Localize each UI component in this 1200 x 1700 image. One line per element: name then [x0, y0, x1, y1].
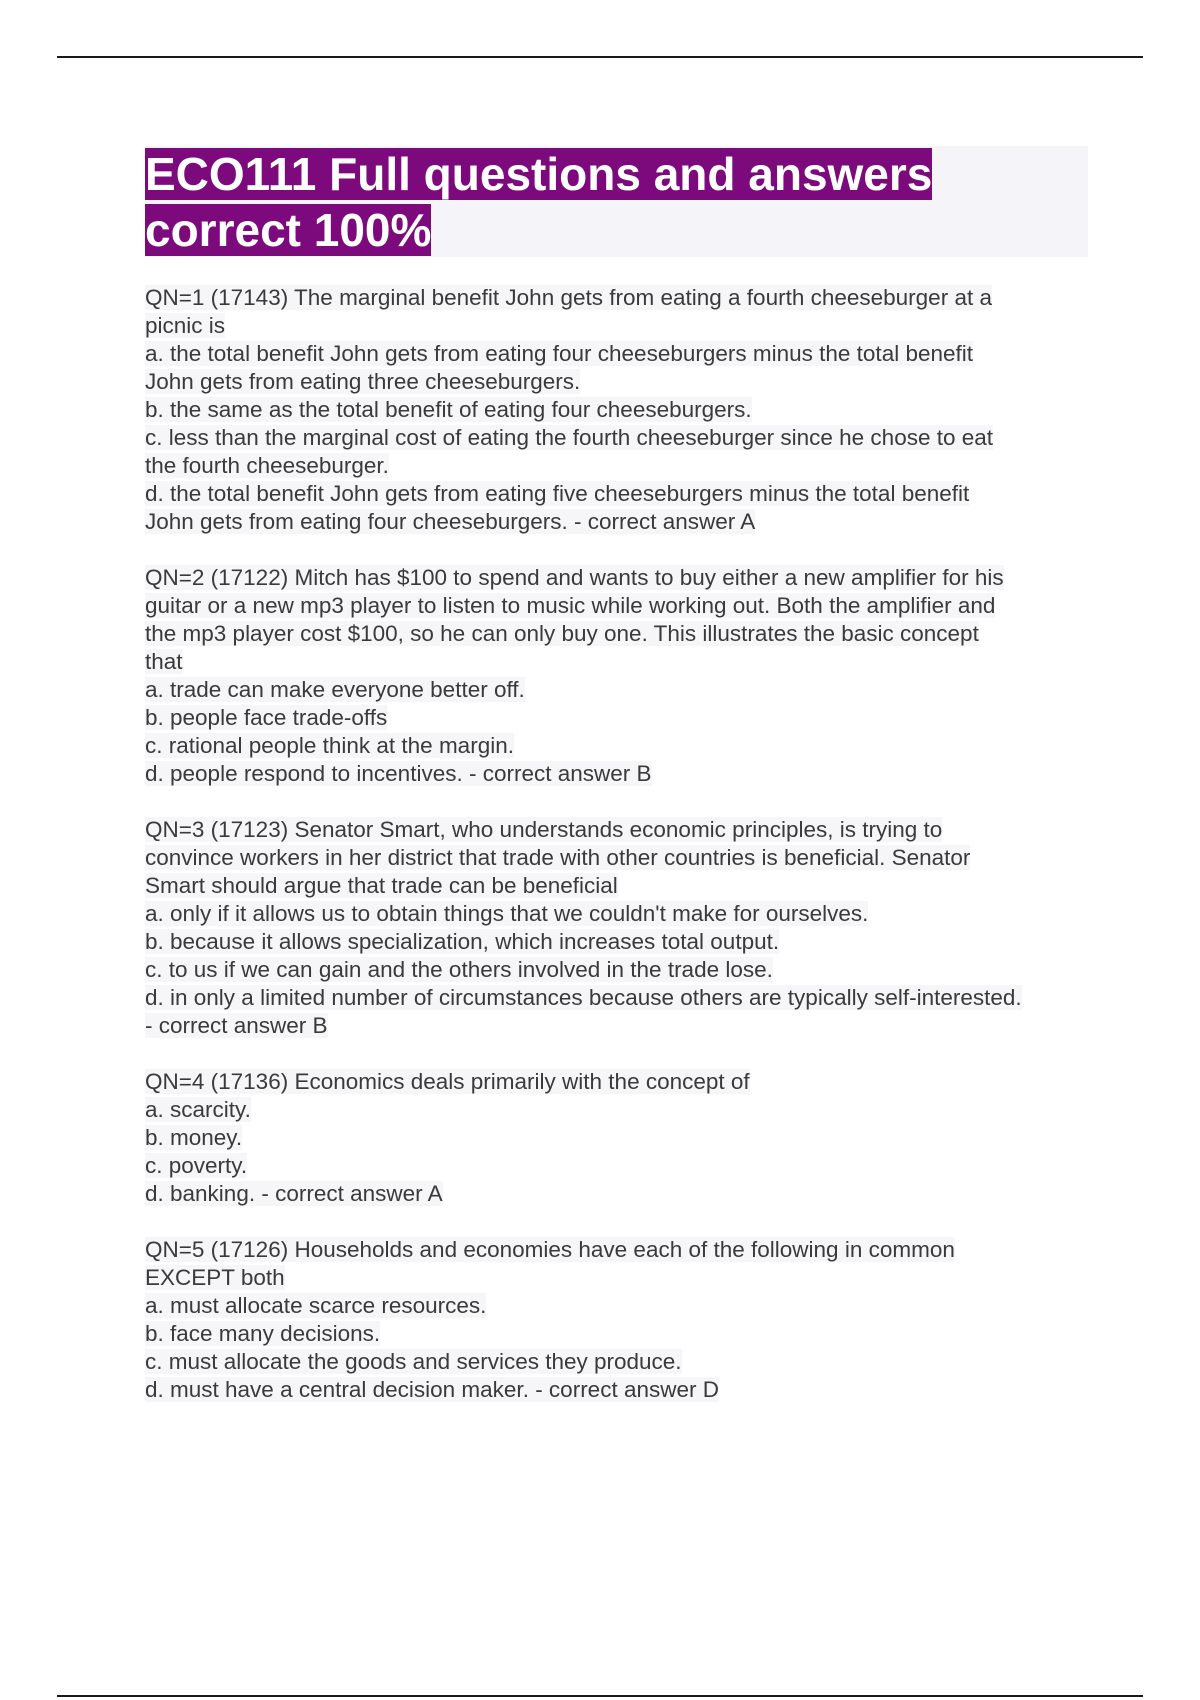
question-line-text: a. scarcity.: [145, 1097, 251, 1122]
question-line-text: d. in only a limited number of circumstances because others are typically self-interested.: [145, 985, 1022, 1010]
question-line-text: b. money.: [145, 1125, 243, 1150]
question-block: [145, 816, 1090, 1040]
question-line: [145, 1012, 1090, 1040]
question-line: [145, 424, 1090, 452]
question-line-text: a. the total benefit John gets from eating four cheeseburgers minus the total benefit: [145, 341, 974, 366]
question-line: [145, 592, 1090, 620]
question-stem-line: [145, 1236, 1090, 1264]
question-line-text: c. to us if we can gain and the others involved in the trade lose.: [145, 957, 773, 982]
question-line: [145, 368, 1090, 396]
question-line: [145, 452, 1090, 480]
question-line-text: b. face many decisions.: [145, 1321, 381, 1346]
question-line-text: QN=1 (17143) The marginal benefit John gets from eating a fourth cheeseburger at a: [145, 285, 992, 310]
question-line: [145, 396, 1090, 424]
question-line-text: the fourth cheeseburger.: [145, 453, 389, 478]
question-line-text: a. trade can make everyone better off.: [145, 677, 525, 702]
question-line: [145, 984, 1090, 1012]
question-line-text: picnic is: [145, 313, 226, 338]
question-line: [145, 872, 1090, 900]
question-block: [145, 284, 1090, 536]
question-line-text: c. poverty.: [145, 1153, 248, 1178]
question-line: [145, 900, 1090, 928]
document-title-text: ECO111 Full questions and answers correct 100%: [145, 148, 933, 256]
question-line-text: c. must allocate the goods and services they produce.: [145, 1349, 682, 1374]
questions-list: [145, 284, 1090, 1432]
question-line-text: - correct answer B: [145, 1013, 328, 1038]
question-line: [145, 928, 1090, 956]
question-line-text: QN=5 (17126) Households and economies have each of the following in common: [145, 1237, 955, 1262]
question-line-text: convince workers in her district that trade with other countries is beneficial. Senator: [145, 845, 971, 870]
question-line: [145, 1124, 1090, 1152]
question-line: [145, 1096, 1090, 1124]
question-line: [145, 1292, 1090, 1320]
question-stem-line: [145, 564, 1090, 592]
question-line-text: Smart should argue that trade can be beneficial: [145, 873, 618, 898]
question-line: [145, 480, 1090, 508]
question-line: [145, 1376, 1090, 1404]
question-line: [145, 732, 1090, 760]
question-line-text: EXCEPT both: [145, 1265, 285, 1290]
question-line: [145, 508, 1090, 536]
question-line-text: c. rational people think at the margin.: [145, 733, 514, 758]
question-block: [145, 1068, 1090, 1208]
top-rule: [57, 56, 1143, 58]
question-line-text: a. only if it allows us to obtain things that we couldn't make for ourselves.: [145, 901, 869, 926]
question-line: [145, 1348, 1090, 1376]
question-line-text: b. because it allows specialization, which increases total output.: [145, 929, 780, 954]
question-line: [145, 1264, 1090, 1292]
question-line: [145, 648, 1090, 676]
question-line-text: b. the same as the total benefit of eating four cheeseburgers.: [145, 397, 752, 422]
question-line-text: d. banking. - correct answer A: [145, 1181, 443, 1206]
question-line-text: c. less than the marginal cost of eating the fourth cheeseburger since he chose to eat: [145, 425, 994, 450]
bottom-rule: [57, 1695, 1143, 1697]
question-line: [145, 620, 1090, 648]
question-line-text: the mp3 player cost $100, so he can only buy one. This illustrates the basic concept: [145, 621, 979, 646]
question-line-text: a. must allocate scarce resources.: [145, 1293, 487, 1318]
question-stem-line: [145, 1068, 1090, 1096]
question-line-text: b. people face trade-offs: [145, 705, 388, 730]
question-line: [145, 956, 1090, 984]
document-title: [145, 146, 1088, 258]
question-line: [145, 844, 1090, 872]
question-line-text: d. must have a central decision maker. - correct answer D: [145, 1377, 719, 1402]
question-line-text: QN=3 (17123) Senator Smart, who understands economic principles, is trying to: [145, 817, 943, 842]
question-line: [145, 1180, 1090, 1208]
question-line: [145, 1320, 1090, 1348]
question-block: [145, 1236, 1090, 1404]
question-line-text: that: [145, 649, 183, 674]
title-block: [145, 146, 1088, 257]
question-line-text: d. the total benefit John gets from eating five cheeseburgers minus the total benefit: [145, 481, 970, 506]
question-line-text: QN=4 (17136) Economics deals primarily with the concept of: [145, 1069, 750, 1094]
question-line: [145, 312, 1090, 340]
question-line: [145, 704, 1090, 732]
question-line-text: John gets from eating four cheeseburgers. - correct answer A: [145, 509, 756, 534]
question-stem-line: [145, 284, 1090, 312]
question-line: [145, 340, 1090, 368]
question-line-text: guitar or a new mp3 player to listen to music while working out. Both the amplifier and: [145, 593, 996, 618]
question-line: [145, 676, 1090, 704]
question-block: [145, 564, 1090, 788]
question-line: [145, 760, 1090, 788]
question-line: [145, 1152, 1090, 1180]
question-line-text: d. people respond to incentives. - correct answer B: [145, 761, 652, 786]
question-line-text: QN=2 (17122) Mitch has $100 to spend and wants to buy either a new amplifier for his: [145, 565, 1004, 590]
question-stem-line: [145, 816, 1090, 844]
question-line-text: John gets from eating three cheeseburgers.: [145, 369, 581, 394]
